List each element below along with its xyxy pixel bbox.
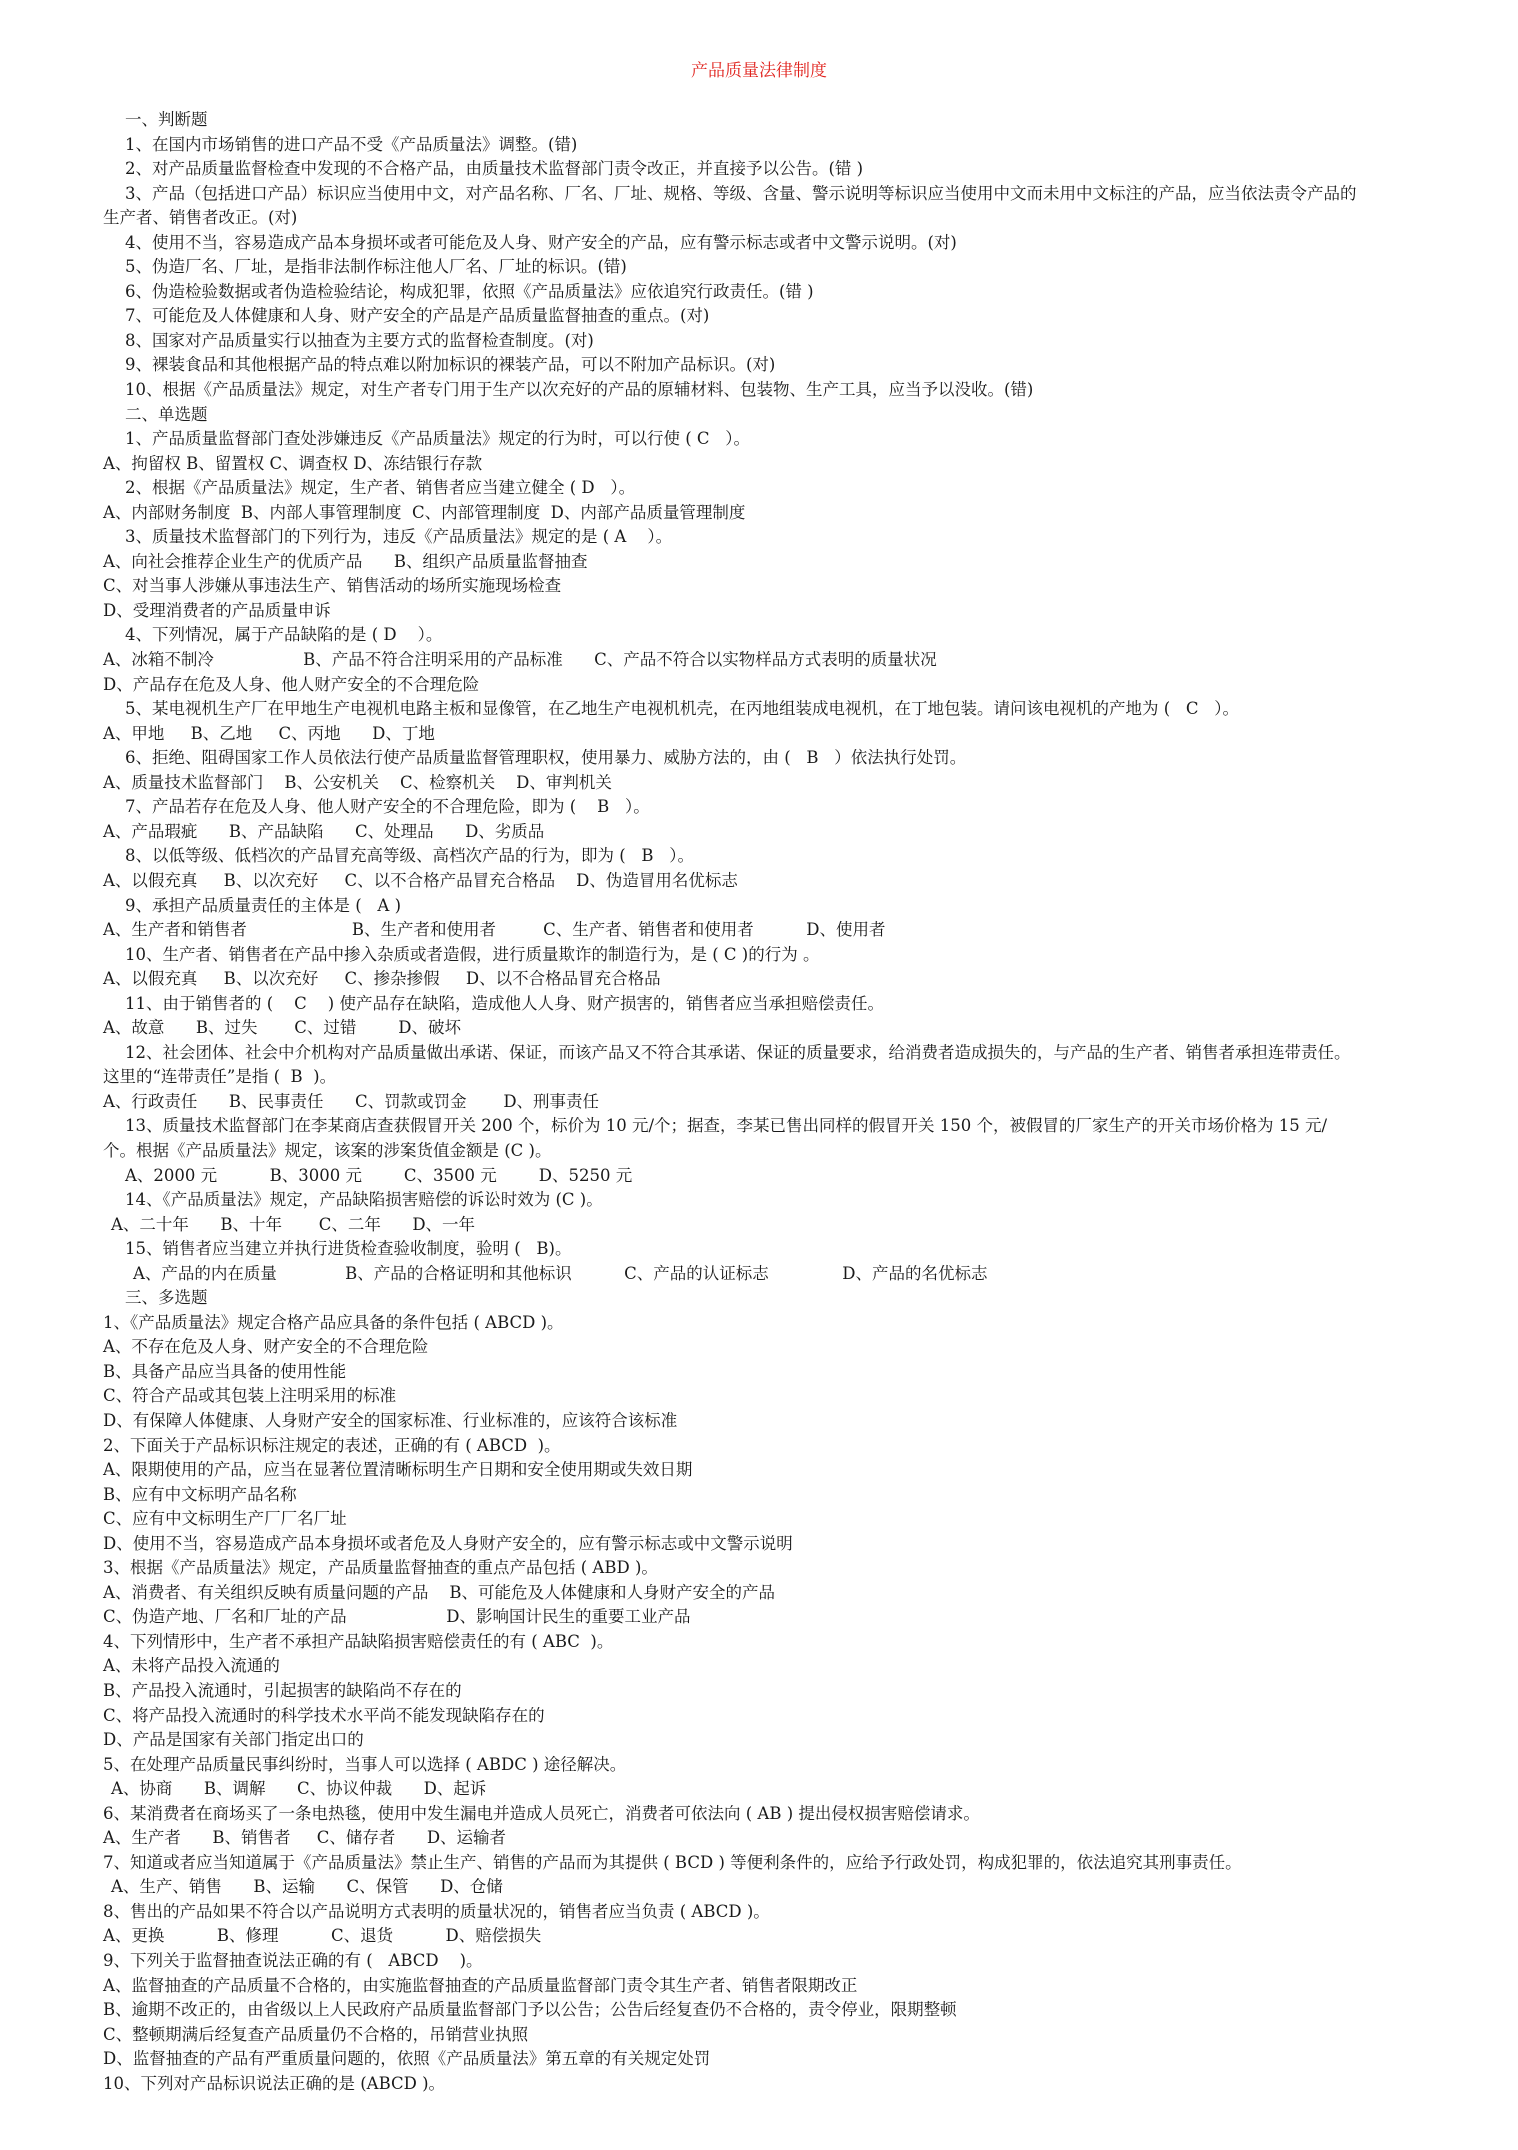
text-line: 7、可能危及人体健康和人身、财产安全的产品是产品质量监督抽查的重点。(对) (125, 306, 710, 326)
text-line: A、质量技术监督部门 B、公安机关 C、检察机关 D、审判机关 (103, 772, 612, 792)
text-line: A、未将产品投入流通的 (103, 1656, 280, 1676)
text-line: 10、根据《产品质量法》规定，对生产者专门用于生产以次充好的产品的原辅材料、包装物、生产工具，应当予以没收。(错) (125, 380, 1034, 400)
text-line: A、甲地 B、乙地 C、丙地 D、丁地 (103, 723, 435, 743)
text-line: B、应有中文标明产品名称 (103, 1484, 297, 1504)
text-line: A、限期使用的产品，应当在显著位置清晰标明生产日期和安全使用期或失效日期 (103, 1460, 693, 1480)
page-title: 产品质量法律制度 (691, 61, 827, 81)
text-line: A、2000 元 B、3000 元 C、3500 元 D、5250 元 (125, 1165, 633, 1185)
text-line: 4、下列情形中，生产者不承担产品缺陷损害赔偿责任的有 ( ABC )。 (103, 1631, 614, 1651)
text-line: D、有保障人体健康、人身财产安全的国家标准、行业标准的，应该符合该标准 (103, 1410, 678, 1430)
text-line: 11、由于销售者的 ( C ) 使产品存在缺陷，造成他人人身、财产损害的，销售者应当承担赔偿责任。 (125, 993, 884, 1013)
text-line: 5、在处理产品质量民事纠纷时，当事人可以选择 ( ABDC ) 途径解决。 (103, 1754, 627, 1774)
document-body (103, 108, 1448, 2096)
text-line: 8、国家对产品质量实行以抽查为主要方式的监督检查制度。(对) (125, 330, 594, 350)
text-line: A、生产、销售 B、运输 C、保管 D、仓储 (111, 1877, 503, 1897)
text-line: 1、在国内市场销售的进口产品不受《产品质量法》调整。(错) (125, 134, 578, 154)
text-line: D、产品存在危及人身、他人财产安全的不合理危险 (103, 674, 480, 694)
text-line: A、以假充真 B、以次充好 C、以不合格产品冒充合格品 D、伪造冒用名优标志 (103, 870, 738, 890)
text-line: 这里的“连带责任”是指 ( B )。 (103, 1067, 337, 1087)
text-line: A、更换 B、修理 C、退货 D、赔偿损失 (103, 1926, 542, 1946)
text-line: 2、根据《产品质量法》规定，生产者、销售者应当建立健全 ( D ）。 (125, 478, 636, 498)
text-line: C、应有中文标明生产厂厂名厂址 (103, 1509, 347, 1529)
text-line: 5、伪造厂名、厂址，是指非法制作标注他人厂名、厂址的标识。(错) (125, 257, 627, 277)
text-line: A、以假充真 B、以次充好 C、掺杂掺假 D、以不合格品冒充合格品 (103, 969, 661, 989)
text-line: 2、对产品质量监督检查中发现的不合格产品，由质量技术监督部门责令改正，并直接予以公告。(错 ) (125, 159, 864, 179)
text-line: A、内部财务制度 B、内部人事管理制度 C、内部管理制度 D、内部产品质量管理制度 (103, 502, 746, 522)
text-line: 7、知道或者应当知道属于《产品质量法》禁止生产、销售的产品而为其提供 ( BCD ) 等便利条件的，应给予行政处罚，构成犯罪的，依法追究其刑事责任。 (103, 1852, 1242, 1872)
text-line: D、使用不当，容易造成产品本身损坏或者危及人身财产安全的，应有警示标志或中文警示说明 (103, 1533, 793, 1553)
text-line: A、消费者、有关组织反映有质量问题的产品 B、可能危及人体健康和人身财产安全的产品 (103, 1582, 776, 1602)
text-line: A、冰箱不制冷 B、产品不符合注明采用的产品标准 C、产品不符合以实物样品方式表明的质量状况 (103, 650, 937, 670)
text-line: D、受理消费者的产品质量申诉 (103, 600, 331, 620)
text-line: C、伪造产地、厂名和厂址的产品 D、影响国计民生的重要工业产品 (103, 1607, 691, 1627)
text-line: 生产者、销售者改正。(对) (103, 208, 298, 228)
text-line: 6、某消费者在商场买了一条电热毯，使用中发生漏电并造成人员死亡，消费者可依法向 ( AB ) 提出侵权损害赔偿请求。 (103, 1803, 980, 1823)
text-line: B、产品投入流通时，引起损害的缺陷尚不存在的 (103, 1681, 462, 1700)
text-line: 15、销售者应当建立并执行进货检查验收制度，验明 ( B)。 (125, 1239, 572, 1259)
text-line: 10、生产者、销售者在产品中掺入杂质或者造假，进行质量欺诈的制造行为，是 ( C )的行为 。 (125, 944, 820, 964)
text-line: 一、判断题 (125, 110, 208, 129)
text-line: A、监督抽查的产品质量不合格的，由实施监督抽查的产品质量监督部门责令其生产者、销售者限期改正 (103, 1975, 858, 1995)
text-line: 4、下列情况，属于产品缺陷的是 ( D ）。 (125, 625, 443, 645)
text-line: A、拘留权 B、留置权 C、调查权 D、冻结银行存款 (103, 453, 483, 473)
text-line: A、不存在危及人身、财产安全的不合理危险 (103, 1337, 429, 1357)
text-line: 4、使用不当，容易造成产品本身损坏或者可能危及人身、财产安全的产品，应有警示标志或者中文警示说明。(对) (125, 232, 957, 252)
text-line: C、对当事人涉嫌从事违法生产、销售活动的场所实施现场检查 (103, 576, 562, 596)
text-line: 10、下列对产品标识说法正确的是 (ABCD )。 (103, 2073, 446, 2093)
text-line: 13、质量技术监督部门在李某商店查获假冒开关 200 个，标价为 10 元/个；据查，李某已售出同样的假冒开关 150 个，被假冒的厂家生产的开关市场价格为 15 元/ (125, 1116, 1328, 1136)
text-line: 6、伪造检验数据或者伪造检验结论，构成犯罪，依照《产品质量法》应依追究行政责任。(错 ) (125, 281, 814, 301)
text-line: A、故意 B、过失 C、过错 D、破坏 (103, 1018, 462, 1038)
text-line: A、协商 B、调解 C、协议仲裁 D、起诉 (111, 1779, 487, 1799)
text-line: A、二十年 B、十年 C、二年 D、一年 (111, 1214, 476, 1234)
text-line: 8、以低等级、低档次的产品冒充高等级、高档次产品的行为，即为 ( B ）。 (125, 846, 695, 866)
text-line: C、符合产品或其包装上注明采用的标准 (103, 1386, 397, 1406)
text-line: 12、社会团体、社会中介机构对产品质量做出承诺、保证，而该产品又不符合其承诺、保证的质量要求，给消费者造成损失的，与产品的生产者、销售者承担连带责任。 (125, 1042, 1351, 1062)
text-line: 5、某电视机生产厂在甲地生产电视机电路主板和显像管，在乙地生产电视机机壳，在丙地组装成电视机，在丁地包装。请问该电视机的产地为 ( C ）。 (125, 699, 1240, 719)
text-line: 9、承担产品质量责任的主体是 ( A ) (125, 895, 402, 915)
text-line: D、产品是国家有关部门指定出口的 (103, 1730, 364, 1750)
text-line: A、行政责任 B、民事责任 C、罚款或罚金 D、刑事责任 (103, 1091, 600, 1111)
text-line: 7、产品若存在危及人身、他人财产安全的不合理危险，即为 ( B ）。 (125, 797, 650, 817)
text-line: 8、售出的产品如果不符合以产品说明方式表明的质量状况的，销售者应当负责 ( ABCD )。 (103, 1901, 770, 1921)
text-line: A、生产者和销售者 B、生产者和使用者 C、生产者、销售者和使用者 D、使用者 (103, 920, 886, 940)
text-line: 14、《产品质量法》规定，产品缺陷损害赔偿的诉讼时效为 (C )。 (125, 1190, 603, 1210)
text-line: 个。根据《产品质量法》规定，该案的涉案货值金额是 (C )。 (103, 1140, 552, 1160)
text-line: 9、裸装食品和其他根据产品的特点难以附加标识的裸装产品，可以不附加产品标识。(对) (125, 355, 776, 375)
text-line: 3、根据《产品质量法》规定，产品质量监督抽查的重点产品包括 ( ABD )。 (103, 1558, 658, 1578)
text-line: 二、单选题 (125, 404, 208, 424)
text-line: 1、《产品质量法》规定合格产品应具备的条件包括 ( ABCD )。 (103, 1312, 564, 1332)
text-line: C、将产品投入流通时的科学技术水平尚不能发现缺陷存在的 (103, 1705, 545, 1725)
text-line: B、具备产品应当具备的使用性能 (103, 1361, 347, 1381)
text-line: A、向社会推荐企业生产的优质产品 B、组织产品质量监督抽查 (103, 551, 588, 571)
text-line: 9、下列关于监督抽查说法正确的有 ( ABCD )。 (103, 1951, 483, 1971)
text-line: 3、质量技术监督部门的下列行为，违反《产品质量法》规定的是 ( A ）。 (125, 527, 673, 547)
text-line: B、逾期不改正的，由省级以上人民政府产品质量监督部门予以公告；公告后经复查仍不合格的，责令停业，限期整顿 (103, 2000, 957, 2020)
text-line: 1、产品质量监督部门查处涉嫌违反《产品质量法》规定的行为时，可以行使 ( C ）。 (125, 429, 751, 449)
text-line: 3、产品（包括进口产品）标识应当使用中文，对产品名称、厂名、厂址、规格、等级、含量、警示说明等标识应当使用中文而未用中文标注的产品，应当依法责令产品的 (125, 183, 1357, 203)
text-line: 三、多选题 (125, 1288, 208, 1308)
text-line: C、整顿期满后经复查产品质量仍不合格的，吊销营业执照 (103, 2024, 529, 2044)
text-line: D、监督抽查的产品有严重质量问题的，依照《产品质量法》第五章的有关规定处罚 (103, 2049, 711, 2069)
text-line: 2、下面关于产品标识标注规定的表述，正确的有 ( ABCD )。 (103, 1435, 561, 1455)
text-line: A、产品瑕疵 B、产品缺陷 C、处理品 D、劣质品 (103, 821, 545, 841)
text-line: A、产品的内在质量 B、产品的合格证明和其他标识 C、产品的认证标志 D、产品的名优标志 (133, 1263, 988, 1283)
text-line: 6、拒绝、阻碍国家工作人员依法行使产品质量监督管理职权，使用暴力、威胁方法的，由 ( B ）依法执行处罚。 (125, 748, 967, 768)
text-line: A、生产者 B、销售者 C、储存者 D、运输者 (103, 1828, 507, 1848)
